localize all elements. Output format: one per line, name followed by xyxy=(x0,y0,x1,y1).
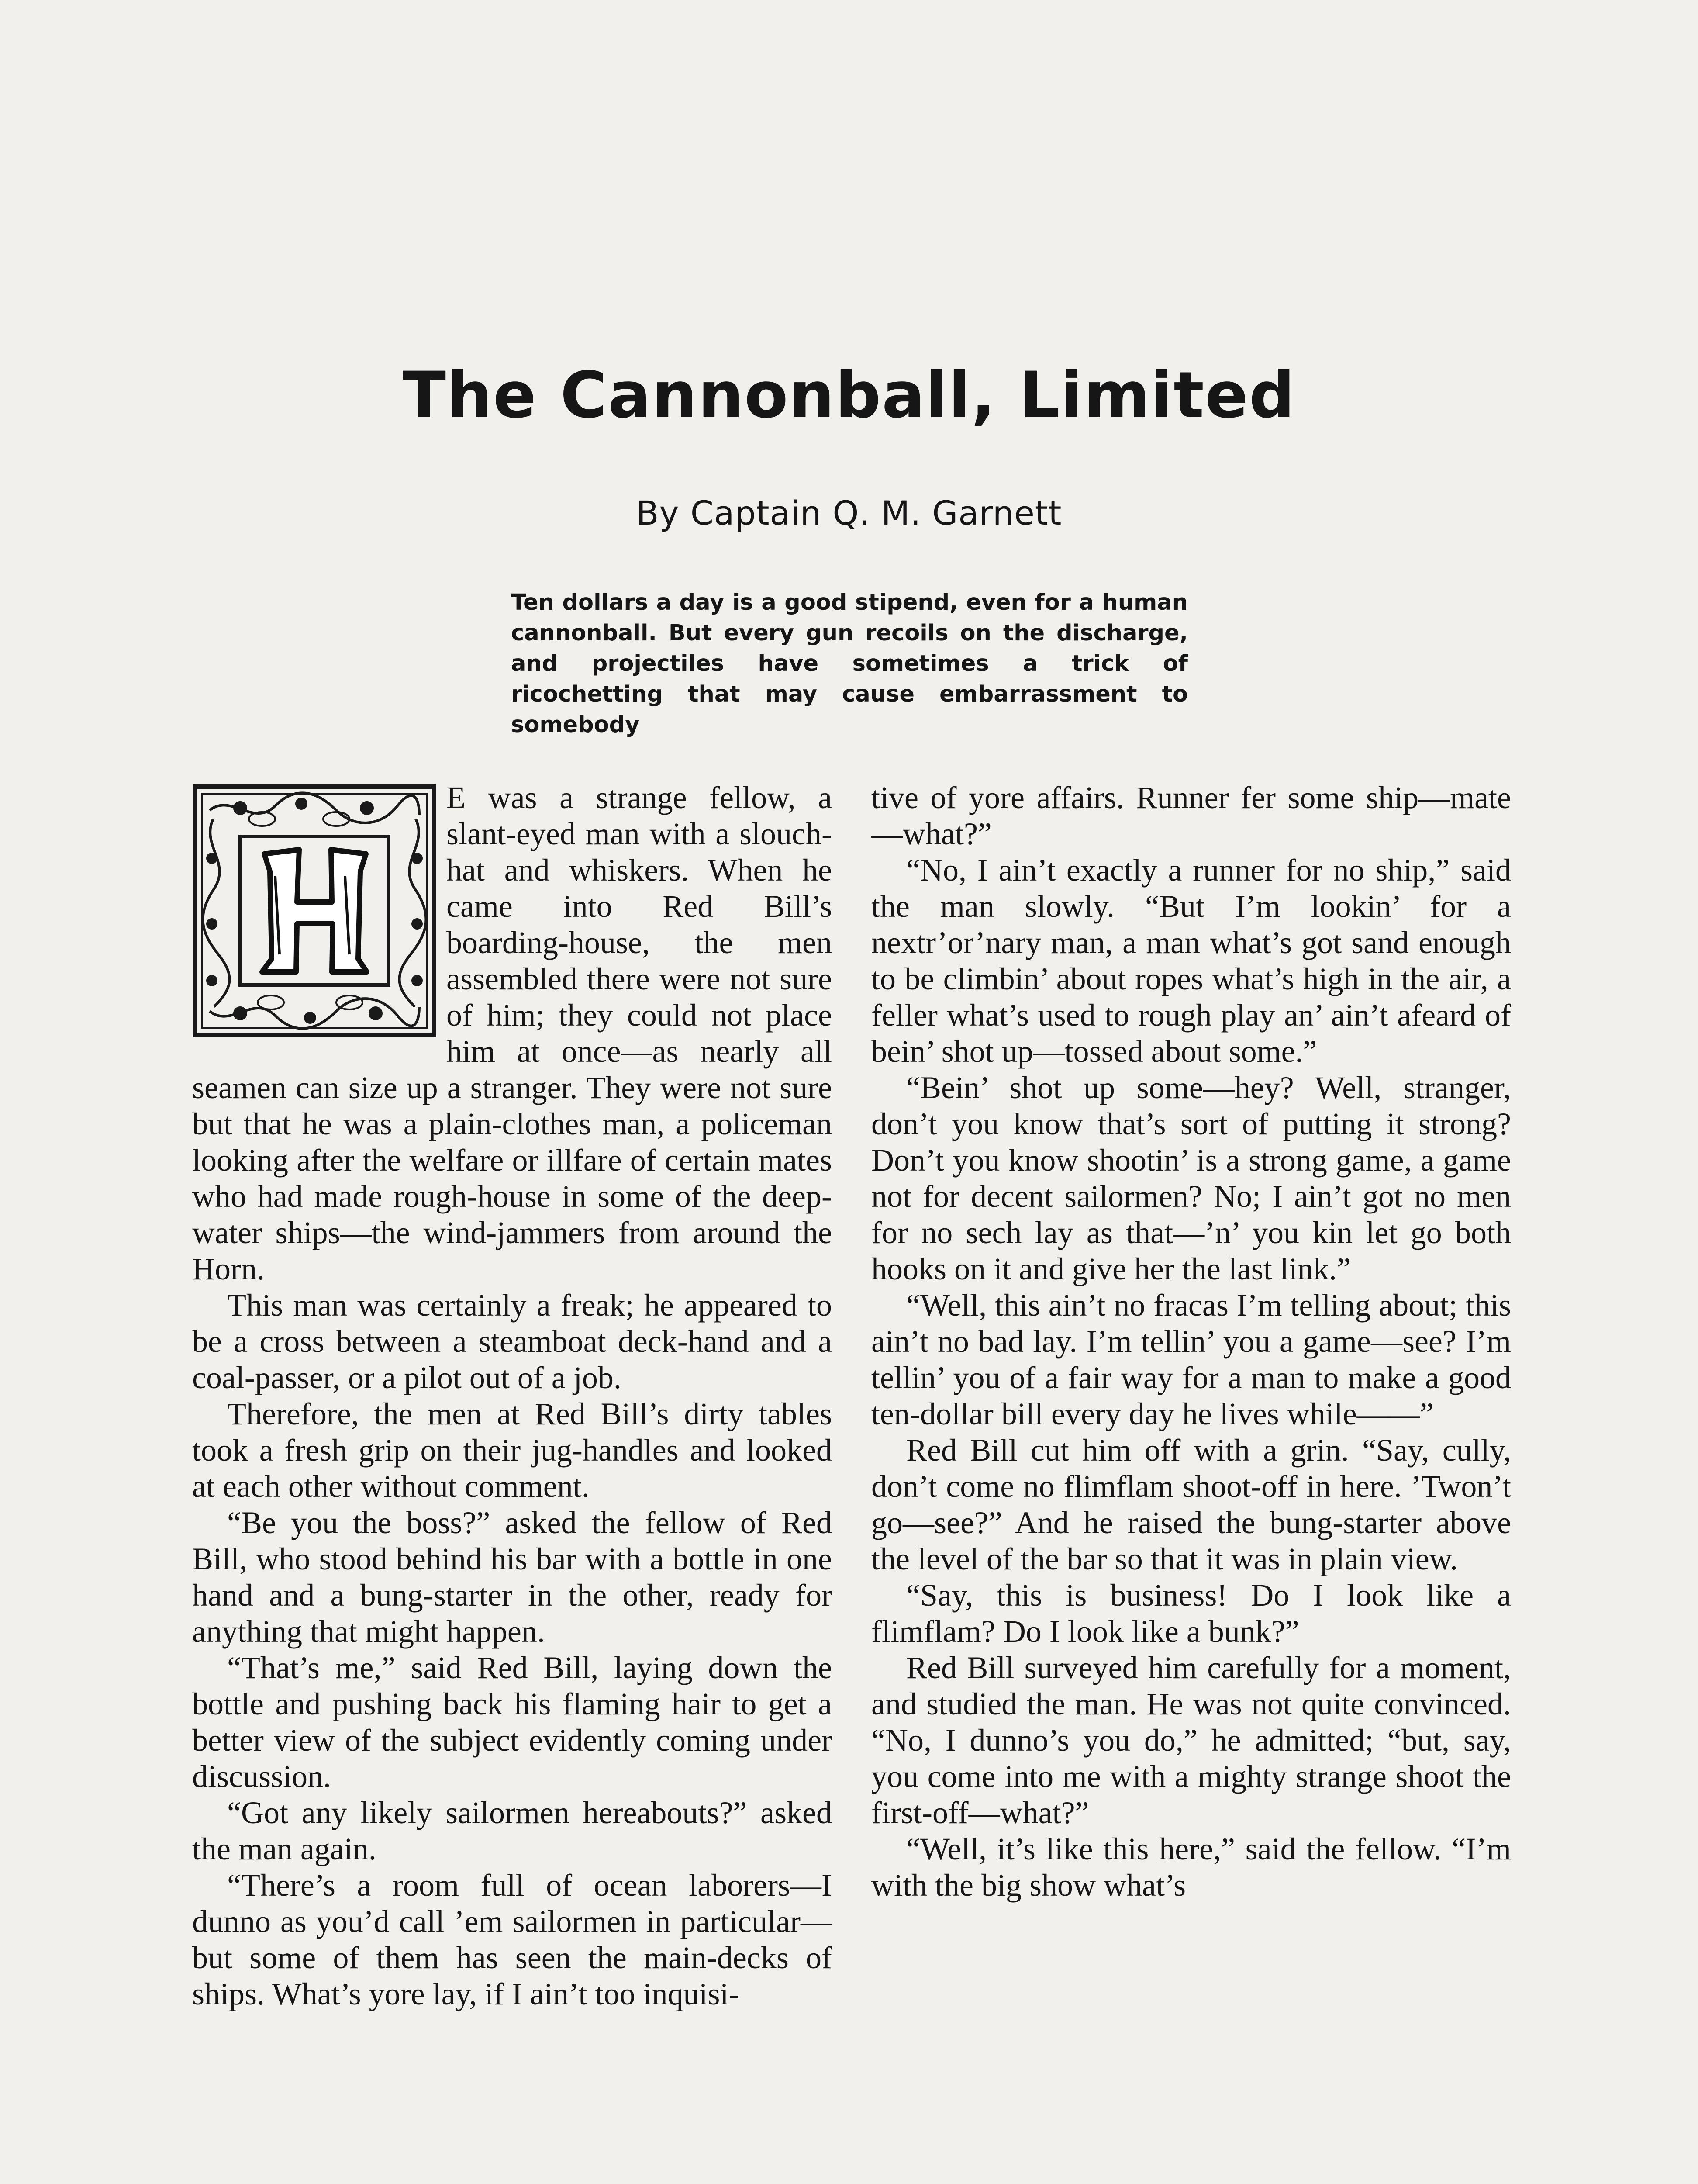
article-byline: By Captain Q. M. Garnett xyxy=(636,494,1062,532)
left-column xyxy=(192,780,832,2012)
ornamental-drop-cap-icon xyxy=(192,784,437,1037)
paragraph: “Be you the boss?” asked the fellow of Red Bill, who stood behind his bar with a bottle in one hand and a bung-starter in the other, ready for anything that might happen. xyxy=(192,1505,832,1649)
paragraph: tive of yore affairs. Runner fer some ship—mate—what?” xyxy=(871,780,1511,851)
paragraph: “Well, this ain’t no fracas I’m telling about; this ain’t no bad lay. I’m tellin’ you a game—see? I’m tellin’ you of a fair way for a man to make a good ten-dollar bill every day he lives while——” xyxy=(871,1288,1511,1431)
paragraph: E was a strange fellow, a slant-eyed man with a slouch-hat and whiskers. When he came into Red Bill’s boarding-house, the men assembled there were not sure of him; they could not place him at once—as nearly all seamen can size up a stranger. They were not sure but that he was a plain-clothes man, a policeman looking after the welfare or illfare of certain mates who had made rough-house in some of the deep-water ships—the wind-jammers from around the Horn. xyxy=(192,780,832,1286)
paragraph: Red Bill cut him off with a grin. “Say, cully, don’t come no flimflam shoot-off in here. ’Twon’t go—see?” And he raised the bung-starter above the level of the bar so that it was in plain view. xyxy=(871,1433,1511,1576)
paragraph: “That’s me,” said Red Bill, laying down the bottle and pushing back his flaming hair to get a better view of the subject evidently coming under discussion. xyxy=(192,1650,832,1794)
paragraph: “Well, it’s like this here,” said the fellow. “I’m with the big show what’s xyxy=(871,1832,1511,1903)
right-column xyxy=(871,780,1511,1904)
paragraph: “Bein’ shot up some—hey? Well, stranger, don’t you know that’s sort of putting it strong? Don’t you know shootin’ is a strong game, a game not for decent sailormen? No; I ain’t got no men for no sech lay as that—’n’ you kin let go both hooks on it and give her the last link.” xyxy=(871,1070,1511,1286)
paragraph: “There’s a room full of ocean laborers—I dunno as you’d call ’em sailormen in particular—but some of them has seen the main-decks of ships. What’s yore lay, if I ain’t too inquisi- xyxy=(192,1868,832,2011)
paragraph: “Say, this is business! Do I look like a flimflam? Do I look like a bunk?” xyxy=(871,1578,1511,1649)
article-deck: Ten dollars a day is a good stipend, even for a human cannonball. But every gun recoils on the discharge, and projectiles have sometimes a trick of ricochetting that may cause embarrassment to somebody xyxy=(511,590,1188,738)
paragraph: “Got any likely sailormen hereabouts?” asked the man again. xyxy=(192,1795,832,1866)
article-title: The Cannonball, Limited xyxy=(402,358,1296,432)
paragraph: Red Bill surveyed him carefully for a moment, and studied the man. He was not quite convinced. “No, I dunno’s you do,” he admitted; “but, say, you come into me with a mighty strange shoot the first-off—what?” xyxy=(871,1650,1511,1830)
paragraph: This man was certainly a freak; he appeared to be a cross between a steamboat deck-hand and a coal-passer, or a pilot out of a job. xyxy=(192,1288,832,1395)
paragraph: Therefore, the men at Red Bill’s dirty tables took a fresh grip on their jug-handles and looked at each other without comment. xyxy=(192,1396,832,1504)
paragraph: “No, I ain’t exactly a runner for no ship,” said the man slowly. “But I’m lookin’ for a nextr’or’nary man, a man what’s got sand enough to be climbin’ about ropes what’s high in the air, a feller what’s used to rough play an’ ain’t afeard of bein’ shot up—tossed about some.” xyxy=(871,853,1511,1069)
